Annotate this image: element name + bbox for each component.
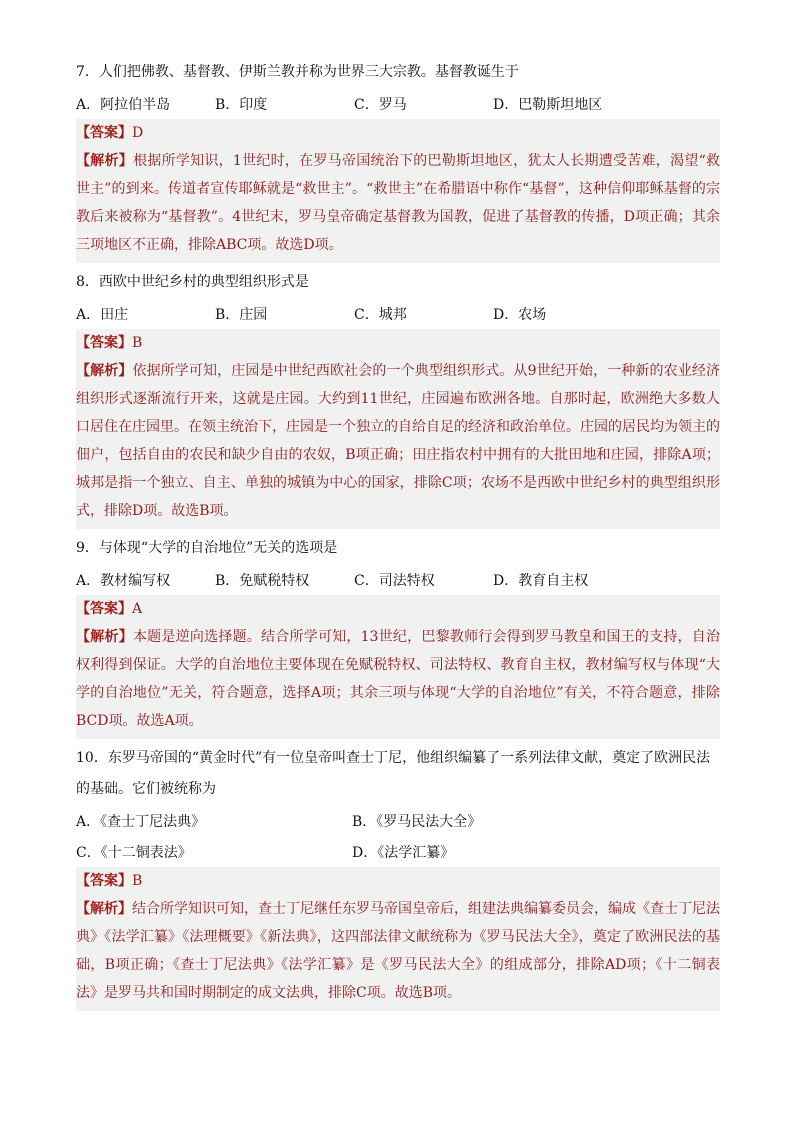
option-b: B．免赋税特权 xyxy=(215,572,310,589)
analysis-text xyxy=(76,623,720,735)
answer-line xyxy=(76,119,720,147)
option-a: A．教材编写权 xyxy=(76,572,171,589)
question-stem: 7．人们把佛教、基督教、伊斯兰教并称为世界三大宗教。基督教诞生于 xyxy=(76,64,519,80)
options-row xyxy=(76,564,720,595)
question-stem: 9．与体现“大学的自治地位”无关的选项是 xyxy=(76,540,338,556)
option-d: D．巴勒斯坦地区 xyxy=(493,96,603,113)
option-d: D．农场 xyxy=(493,306,547,323)
answer-tag: 【答案】 xyxy=(76,125,132,141)
analysis-tag: 【解析】 xyxy=(76,363,133,379)
question-10 xyxy=(76,743,720,1011)
option-b: B．《罗马民法大全》 xyxy=(352,813,482,830)
option-a: A．《查士丁尼法典》 xyxy=(76,813,206,830)
analysis-tag: 【解析】 xyxy=(76,629,133,645)
analysis-body: 本题是逆向选择题。结合所学可知，13世纪，巴黎教师行会得到罗马教皇和国王的支持，自治权利得到保证。大学的自治地位主要体现在免赋税特权、司法特权、教育自主权，教材编写权与体现“大学的自治地位”无关，符合题意，选择A项；其余三项与体现“大学的自治地位”有关，不符合题意，排除BCD项。故选A项。 xyxy=(76,629,721,729)
analysis-body: 结合所学知识可知，查士丁尼继任东罗马帝国皇帝后，组建法典编纂委员会，编成《查士丁尼法典》《法学汇纂》《法理概要》《新法典》，这四部法律文献统称为《罗马民法大全》，奠定了欧洲民法的基础，B项正确；《查士丁尼法典》《法学汇纂》是《罗马民法大全》的组成部分，排除AD项；《十二铜表法》是罗马共和国时期制定的成文法典，排除C项。故选B项。 xyxy=(76,901,720,1001)
option-b: B．印度 xyxy=(215,96,268,113)
answer-line xyxy=(76,867,720,895)
answer-value: A xyxy=(132,601,143,617)
answer-tag: 【答案】 xyxy=(76,601,132,617)
option-a: A．田庄 xyxy=(76,306,129,323)
option-c: C．罗马 xyxy=(354,96,407,113)
option-c: C．城邦 xyxy=(354,306,407,323)
question-stem: 8．西欧中世纪乡村的典型组织形式是 xyxy=(76,274,309,290)
answer-line xyxy=(76,595,720,623)
answer-block xyxy=(76,119,720,263)
options-row xyxy=(76,805,720,836)
question-list xyxy=(76,57,720,1015)
answer-tag: 【答案】 xyxy=(76,335,132,351)
question-9 xyxy=(76,533,720,739)
options-row xyxy=(76,836,720,867)
option-d: D．教育自主权 xyxy=(493,572,589,589)
question-8 xyxy=(76,267,720,529)
answer-value: B xyxy=(132,873,143,889)
options-row xyxy=(76,298,720,329)
answer-tag: 【答案】 xyxy=(76,873,132,889)
option-b: B．庄园 xyxy=(215,306,268,323)
analysis-text xyxy=(76,147,720,259)
option-c: C．司法特权 xyxy=(354,572,435,589)
answer-line xyxy=(76,329,720,357)
option-a: A．阿拉伯半岛 xyxy=(76,96,171,113)
analysis-tag: 【解析】 xyxy=(76,153,134,169)
analysis-body: 根据所学知识，1世纪时，在罗马帝国统治下的巴勒斯坦地区，犹太人长期遭受苦难，渴望“救世主”的到来。传道者宣传耶稣就是“救世主”。“救世主”在希腊语中称作“基督”，这种信仰耶稣基督的宗教后来被称为“基督教”。4世纪末，罗马皇帝确定基督教为国教，促进了基督教的传播，D项正确；其余三项地区不正确，排除ABC项。故选D项。 xyxy=(76,153,721,253)
question-stem: 10．东罗马帝国的“黄金时代”有一位皇帝叫查士丁尼，他组织编纂了一系列法律文献，奠定了欧洲民法的基础。它们被统称为 xyxy=(76,750,711,797)
option-d: D．《法学汇纂》 xyxy=(352,844,455,861)
analysis-text xyxy=(76,895,720,1007)
analysis-tag: 【解析】 xyxy=(76,901,132,917)
answer-value: B xyxy=(132,335,143,351)
analysis-body: 依据所学可知，庄园是中世纪西欧社会的一个典型组织形式。从9世纪开始，一种新的农业经济组织形式逐渐流行开来，这就是庄园。大约到11世纪，庄园遍布欧洲各地。自那时起，欧洲绝大多数人口居住在庄园里。在领主统治下，庄园是一个独立的自给自足的经济和政治单位。庄园的居民均为领主的佃户，包括自由的农民和缺少自由的农奴，B项正确；田庄指农村中拥有的大批田地和庄园，排除A项；城邦是指一个独立、自主、单独的城镇为中心的国家，排除C项；农场不是西欧中世纪乡村的典型组织形式，排除D项。故选B项。 xyxy=(76,363,720,519)
answer-value: D xyxy=(132,125,144,141)
option-c: C．《十二铜表法》 xyxy=(76,844,192,861)
question-7 xyxy=(76,57,720,263)
answer-block xyxy=(76,867,720,1011)
answer-block xyxy=(76,595,720,739)
analysis-text xyxy=(76,357,720,525)
options-row xyxy=(76,88,720,119)
answer-block xyxy=(76,329,720,529)
